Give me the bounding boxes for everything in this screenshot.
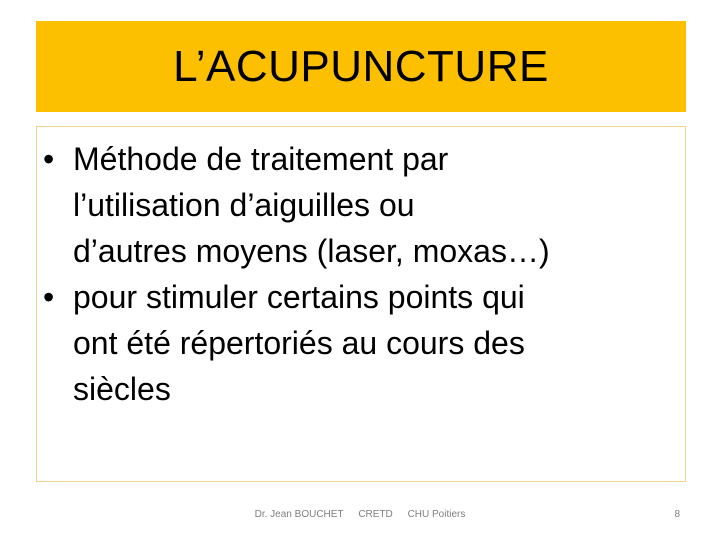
bullet-line: pour stimuler certains points qui (73, 279, 525, 315)
bullet-item-method (37, 136, 685, 274)
footer-org: CRETD (358, 509, 393, 520)
bullet-list (37, 136, 685, 412)
bullet-line: l’utilisation d’aiguilles ou (73, 187, 415, 223)
bullet-line: siècles (73, 371, 171, 407)
content-box (36, 126, 686, 482)
bullet-line: Méthode de traitement par (73, 141, 449, 177)
title-banner (36, 21, 686, 112)
bullet-item-purpose (37, 274, 685, 412)
slide-title: L’ACUPUNCTURE (173, 41, 549, 91)
page-number: 8 (674, 509, 680, 520)
bullet-marker: • (43, 141, 55, 177)
bullet-line: ont été répertoriés au cours des (73, 325, 525, 361)
footer (200, 509, 520, 520)
footer-author: Dr. Jean BOUCHET (254, 509, 344, 520)
bullet-marker: • (43, 279, 55, 315)
footer-place: CHU Poitiers (407, 509, 466, 520)
bullet-line: d’autres moyens (laser, moxas…) (73, 233, 550, 269)
